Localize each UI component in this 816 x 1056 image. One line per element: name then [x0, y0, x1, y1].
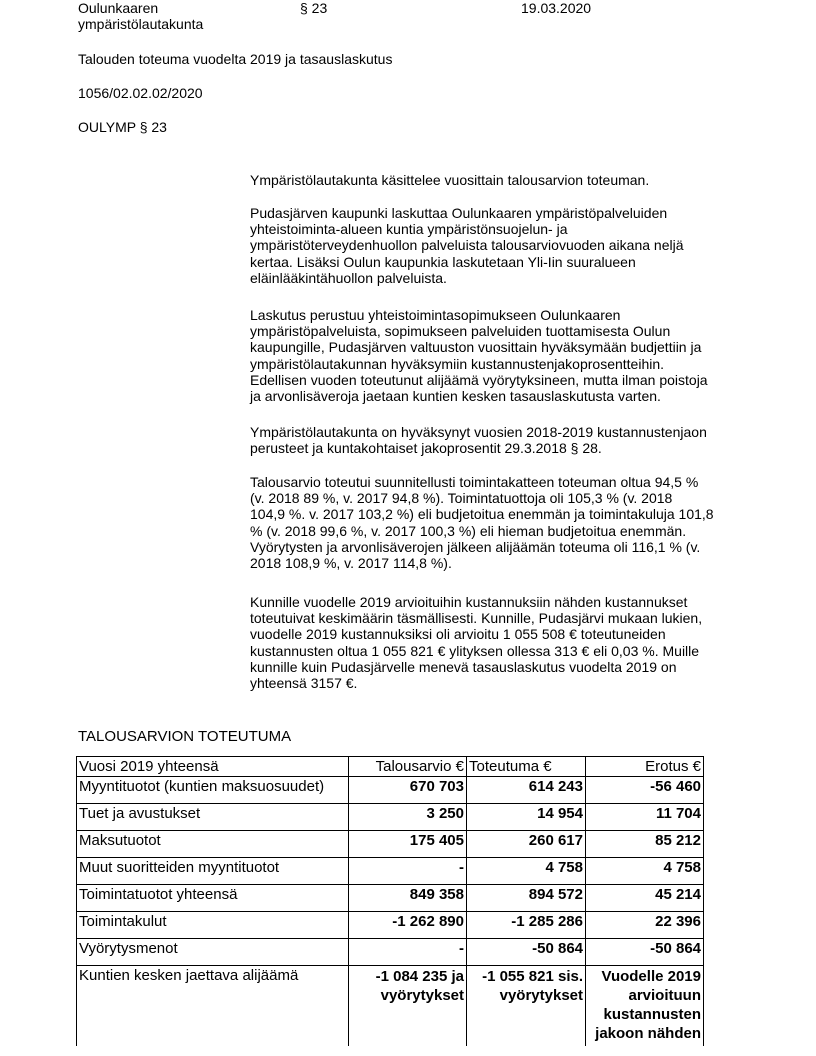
organization-name [78, 0, 203, 32]
actual-value: 14 954 [467, 804, 586, 831]
table-row [77, 804, 704, 831]
budget-value: - [349, 939, 467, 966]
decision-code: OULYMP § 23 [78, 119, 167, 135]
budget-table-title: TALOUSARVION TOTEUTUMA [78, 728, 292, 745]
actual-value: -50 864 [467, 939, 586, 966]
row-label: Toimintakulut [77, 912, 349, 939]
difference-value: Vuodelle 2019 arvioituun kustannusten jakoon nähden [586, 966, 704, 1046]
budget-value: 175 405 [349, 831, 467, 858]
budget-value: -1 262 890 [349, 912, 467, 939]
paragraph-4: Ympäristölautakunta on hyväksynyt vuosien 2018-2019 kustannustenjaon perusteet ja kuntakohtaiset jakoprosentit 29.3.2018 § 28. [250, 424, 707, 457]
paragraph-5: Talousarvio toteutui suunnitellusti toimintakatteen toteuman oltua 94,5 % (v. 2018 89 %, v. 2017 94,8 %). Toimintatuottoja oli 105,3 % (v. 2018 104,9 %. v. 2017 103,2 %) eli budjetoitua enemmän ja toimintakuluja 101,8 % (v. 2018 99,6 %, v. 2017 100,3 %) eli hieman budjetoitua enemmän. Vyörytysten ja arvonlisäverojen jälkeen alijäämän toteuma oli 116,1 % (v. 2018 108,9 %, v. 2017 114,8 %). [250, 474, 714, 572]
table-row [77, 777, 704, 804]
budget-value: 3 250 [349, 804, 467, 831]
budget-value: 670 703 [349, 777, 467, 804]
difference-value: 11 704 [586, 804, 704, 831]
difference-value: 4 758 [586, 858, 704, 885]
budget-value: 849 358 [349, 885, 467, 912]
row-label: Vyörytysmenot [77, 939, 349, 966]
row-label: Toimintatuotot yhteensä [77, 885, 349, 912]
row-label: Maksutuotot [77, 831, 349, 858]
section-number: § 23 [300, 0, 328, 16]
organization-line-1: Oulunkaaren [78, 0, 159, 16]
paragraph-6: Kunnille vuodelle 2019 arvioituihin kustannuksiin nähden kustannukset toteutuivat keskimäärin täsmällisesti. Kunnille, Pudasjärvi mukaan lukien, vuodelle 2019 kustannuksiksi oli arvioitu 1 055 508 € toteutuneiden kustannusten oltua 1 055 821 € ylityksen ollessa 313 € eli 0,03 %. Muille kunnille kuin Pudasjärvelle menevä tasauslaskutus vuodelta 2019 on yhteensä 3157 €. [250, 594, 703, 692]
column-header: Talousarvio € [349, 757, 467, 777]
budget-table [76, 756, 704, 1046]
column-header: Toteutuma € [467, 757, 586, 777]
budget-value: - [349, 858, 467, 885]
column-header: Vuosi 2019 yhteensä [77, 757, 349, 777]
row-label: Muut suoritteiden myyntituotot [77, 858, 349, 885]
difference-value: 22 396 [586, 912, 704, 939]
budget-value: -1 084 235 ja vyörytykset [349, 966, 467, 1046]
difference-value: -50 864 [586, 939, 704, 966]
row-label: Myyntituotot (kuntien maksuosuudet) [77, 777, 349, 804]
actual-value: -1 055 821 sis. vyörytykset [467, 966, 586, 1046]
table-row [77, 858, 704, 885]
table-row [77, 831, 704, 858]
table-header-row [77, 757, 704, 777]
difference-value: -56 460 [586, 777, 704, 804]
actual-value: 260 617 [467, 831, 586, 858]
actual-value: 614 243 [467, 777, 586, 804]
row-label: Tuet ja avustukset [77, 804, 349, 831]
column-header: Erotus € [586, 757, 704, 777]
actual-value: 4 758 [467, 858, 586, 885]
paragraph-2: Pudasjärven kaupunki laskuttaa Oulunkaaren ympäristöpalveluiden yhteistoiminta-alueen kuntia ympäristönsuojelun- ja ympäristöterveydenhuollon palveluista talousarviovuoden aikana neljä kertaa. Lisäksi Oulun kaupunkia laskutetaan Yli-Iin suuralueen eläinlääkintähuollon palveluista. [250, 205, 684, 286]
row-label: Kuntien kesken jaettava alijäämä [77, 966, 349, 1046]
meeting-date: 19.03.2020 [521, 0, 592, 16]
paragraph-3: Laskutus perustuu yhteistoimintasopimukseen Oulunkaaren ympäristöpalveluista, sopimukseen palveluiden tuottamisesta Oulun kaupungille, Pudasjärven valtuuston vuosittain hyväksymään budjettiin ja ympäristölautakunnan hyväksymiin kustannustenjakoprosentteihin. Edellisen vuoden toteutunut alijäämä vyörytyksineen, mutta ilman poistoja ja arvonlisäveroja jaetaan kuntien kesken tasauslaskutusta varten. [250, 307, 708, 405]
table-row [77, 885, 704, 912]
table-row [77, 939, 704, 966]
difference-value: 85 212 [586, 831, 704, 858]
reference-number: 1056/02.02.02/2020 [78, 85, 203, 101]
actual-value: 894 572 [467, 885, 586, 912]
organization-line-2: ympäristölautakunta [78, 16, 204, 32]
paragraph-1: Ympäristölautakunta käsittelee vuosittain talousarvion toteuman. [250, 172, 650, 188]
actual-value: -1 285 286 [467, 912, 586, 939]
difference-value: 45 214 [586, 885, 704, 912]
table-row [77, 912, 704, 939]
subject-title: Talouden toteuma vuodelta 2019 ja tasauslaskutus [78, 51, 393, 67]
table-row [77, 966, 704, 1046]
